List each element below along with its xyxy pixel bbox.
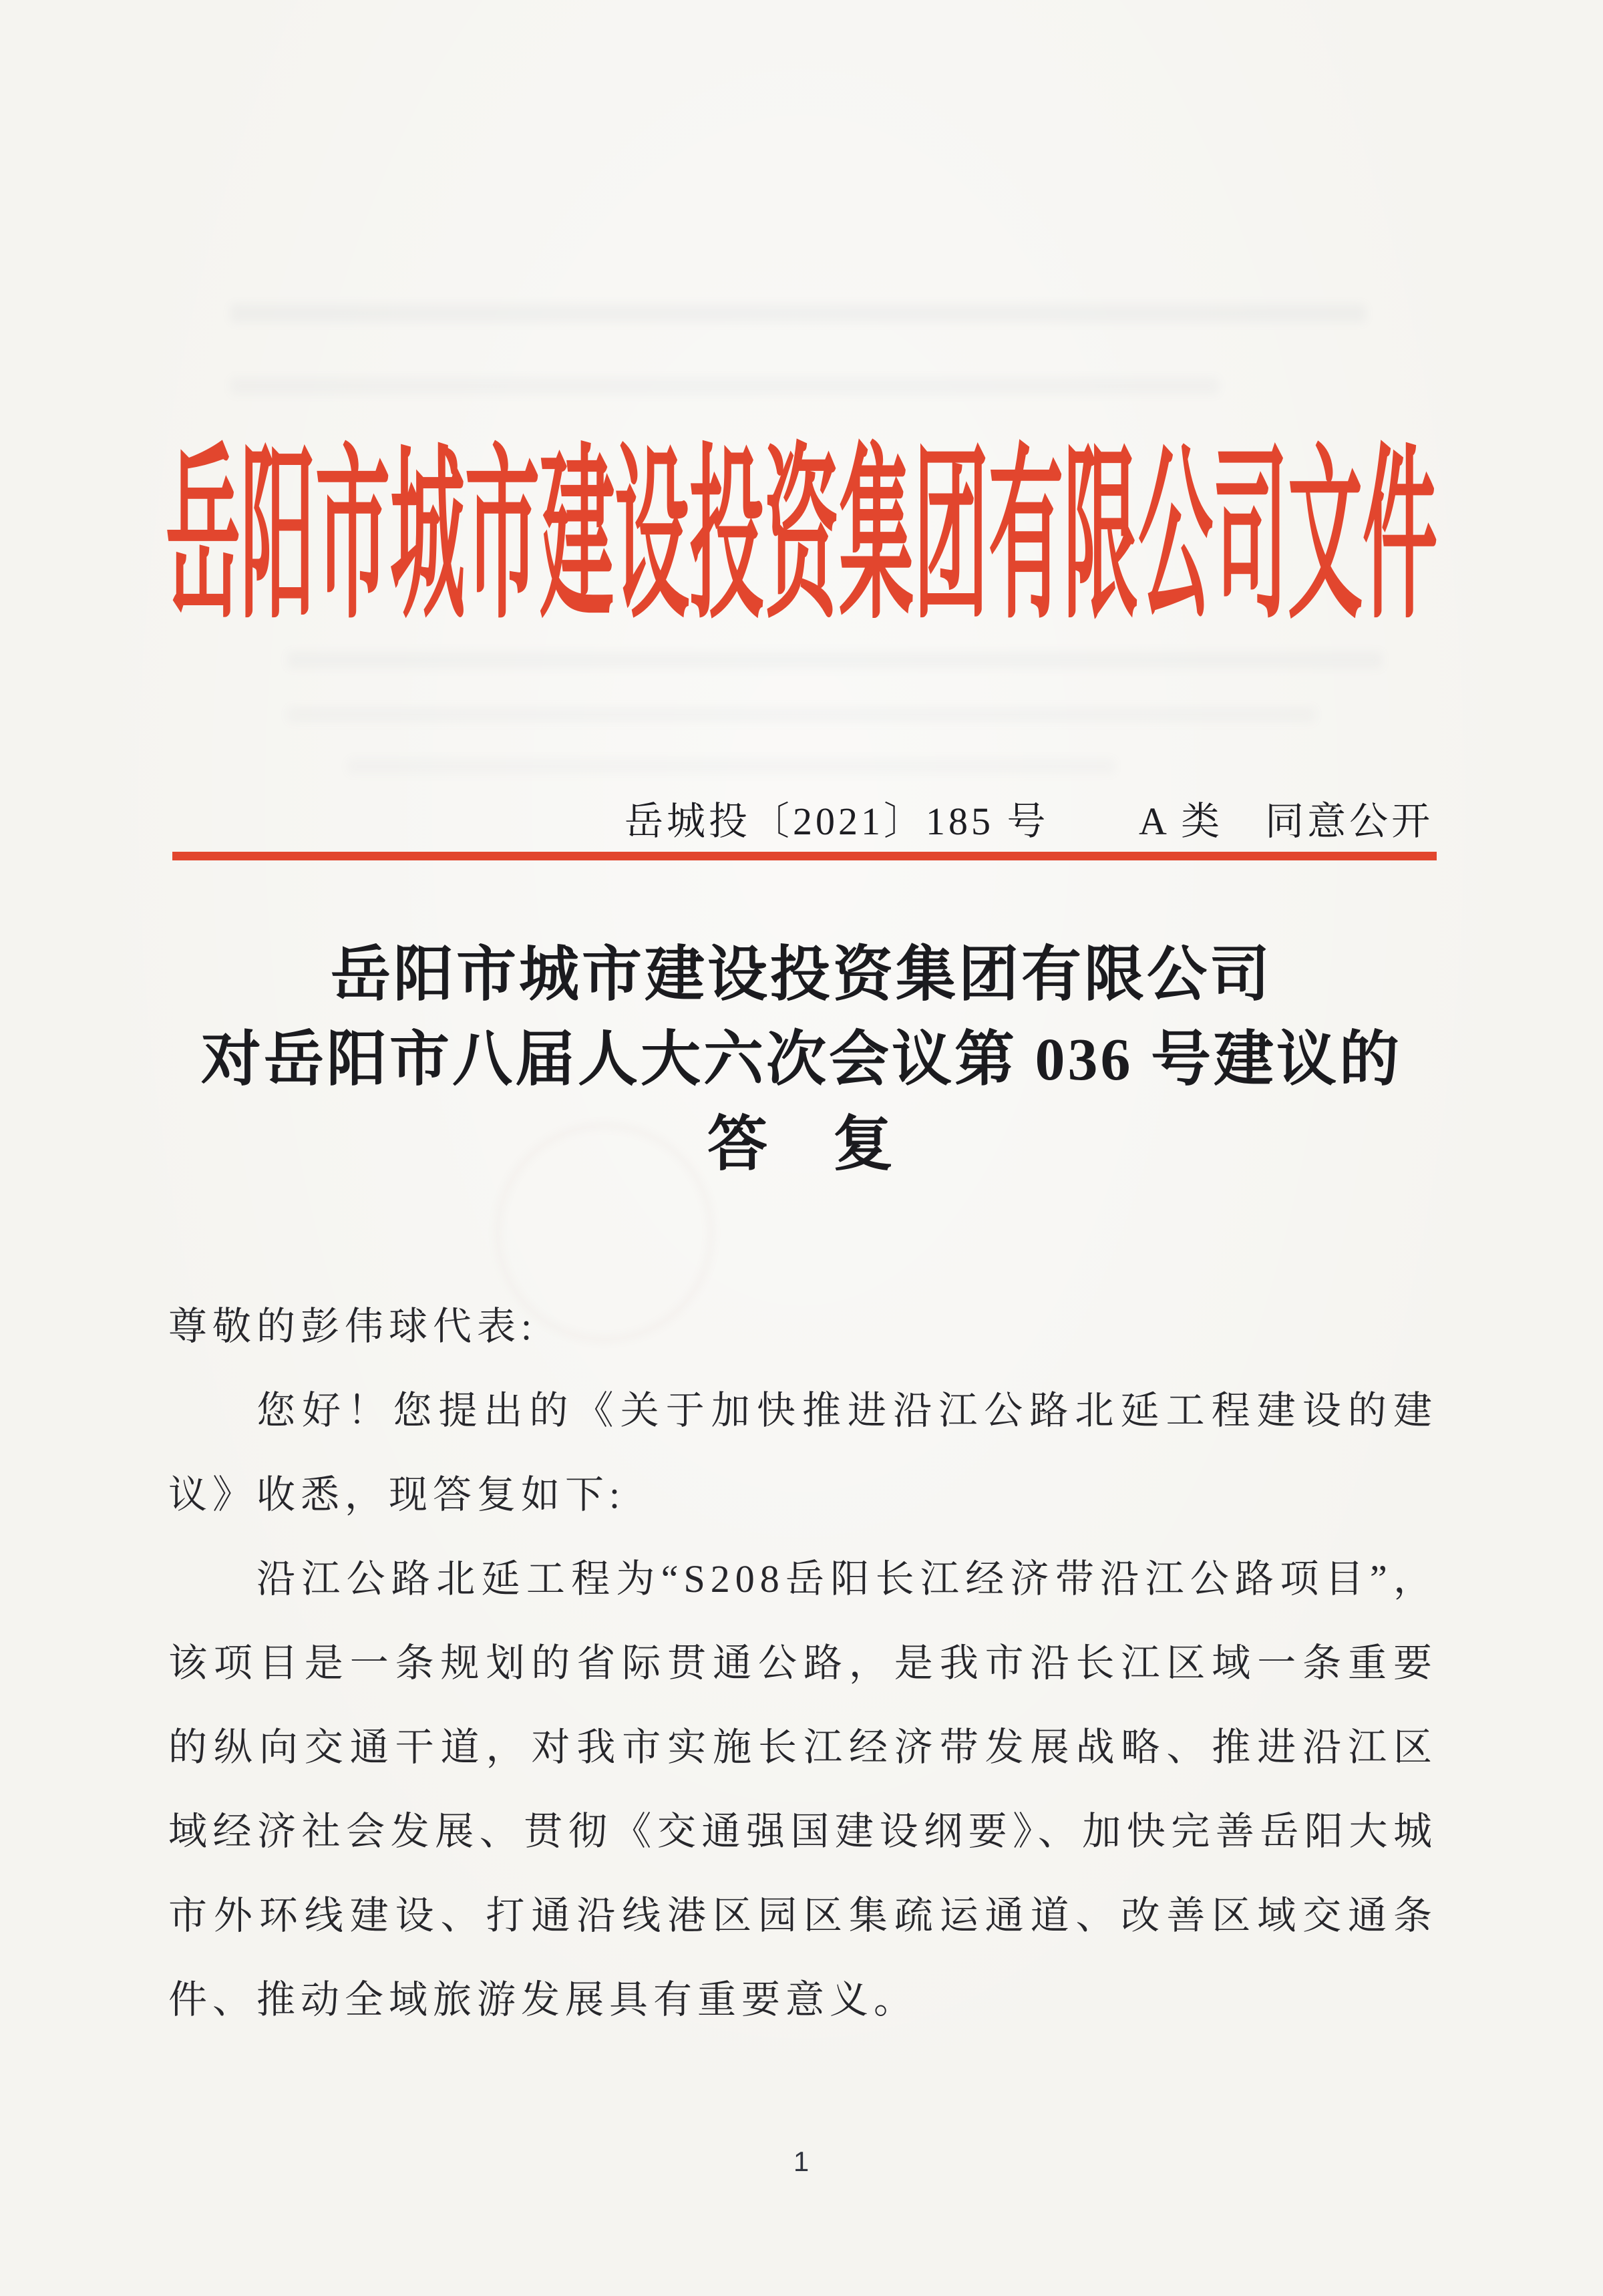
bleed-through-artifact	[347, 758, 1115, 774]
red-separator-line	[172, 852, 1437, 860]
classification-label: A 类 同意公开	[1139, 800, 1434, 843]
body-paragraph-2: 沿江公路北延工程为“S208岳阳长江经济带沿江公路项目”，该项目是一条规划的省际贯通公路，是我市沿长江区域一条重要的纵向交通干道，对我市实施长江经济带发展战略、推进沿江区域经济社会发展、贯彻《交通强国建设纲要》、加快完善岳阳大城市外环线建设、打通沿线港区园区集疏运通道、改善区域交通条件、推动全域旅游发展具有重要意义。	[168, 1557, 1437, 2021]
body-paragraph-1: 您好！您提出的《关于加快推进沿江公路北延工程建设的建议》收悉，现答复如下:	[168, 1389, 1437, 1516]
page-number: 1	[793, 2146, 810, 2177]
document-title-line-1: 岳阳市城市建设投资集团有限公司	[331, 942, 1272, 1008]
bleed-through-artifact	[287, 707, 1316, 723]
masthead-org-title: 岳阳市城市建设投资集团有限公司文件	[166, 434, 1437, 642]
document-body	[168, 1285, 1437, 2042]
document-title-line-3: 答 复	[707, 1112, 896, 1178]
masthead	[0, 413, 1603, 642]
document-number: 岳城投〔2021〕185 号	[625, 800, 1049, 843]
document-title	[100, 933, 1503, 1187]
bleed-through-artifact	[230, 304, 1366, 323]
document-title-line-2: 对岳阳市八届人大六次会议第 036 号建议的	[201, 1027, 1402, 1093]
salutation: 尊敬的彭伟球代表:	[168, 1305, 538, 1348]
